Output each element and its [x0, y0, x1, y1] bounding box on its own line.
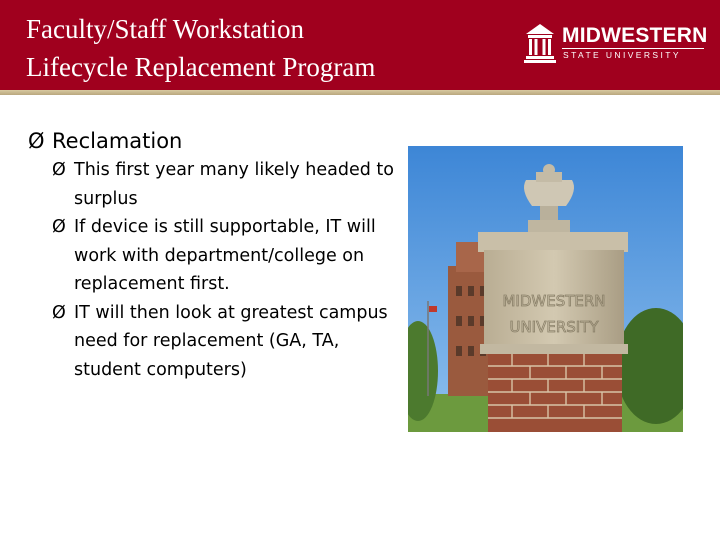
bullet-level-2 [52, 156, 398, 213]
bullet-level-1 [28, 126, 398, 156]
header-bar [0, 0, 720, 90]
arrow-bullet-icon: Ø [52, 217, 66, 237]
engraving-line-2: UNIVERSITY [509, 318, 599, 336]
logo-rule [562, 48, 704, 49]
university-logo [522, 22, 706, 68]
bullet-list [28, 126, 398, 384]
slide-title [26, 10, 496, 86]
bullet-heading: Reclamation [52, 129, 183, 153]
bullet-level-2 [52, 213, 398, 299]
engraving-line-1: MIDWESTERN [502, 292, 606, 310]
arrow-bullet-icon: Ø [28, 129, 45, 153]
bullet-level-2 [52, 299, 398, 385]
title-line-1: Faculty/Staff Workstation [26, 14, 305, 44]
arrow-bullet-icon: Ø [52, 160, 66, 180]
logo-subtext: STATE UNIVERSITY [563, 50, 681, 60]
campus-gate-photo [408, 146, 683, 432]
header-stripe [0, 90, 720, 95]
title-line-2: Lifecycle Replacement Program [26, 52, 376, 82]
arrow-bullet-icon: Ø [52, 302, 66, 323]
bullet-text: IT will then look at greatest campus need for replacement (GA, TA, student computers) [74, 302, 388, 380]
bullet-text: This first year many likely headed to surplus [74, 160, 394, 209]
bullet-text: If device is still supportable, IT will work with department/college on replacement first. [74, 217, 376, 294]
logo-wordmark: MIDWESTERN [562, 24, 708, 47]
building-icon [522, 22, 558, 66]
